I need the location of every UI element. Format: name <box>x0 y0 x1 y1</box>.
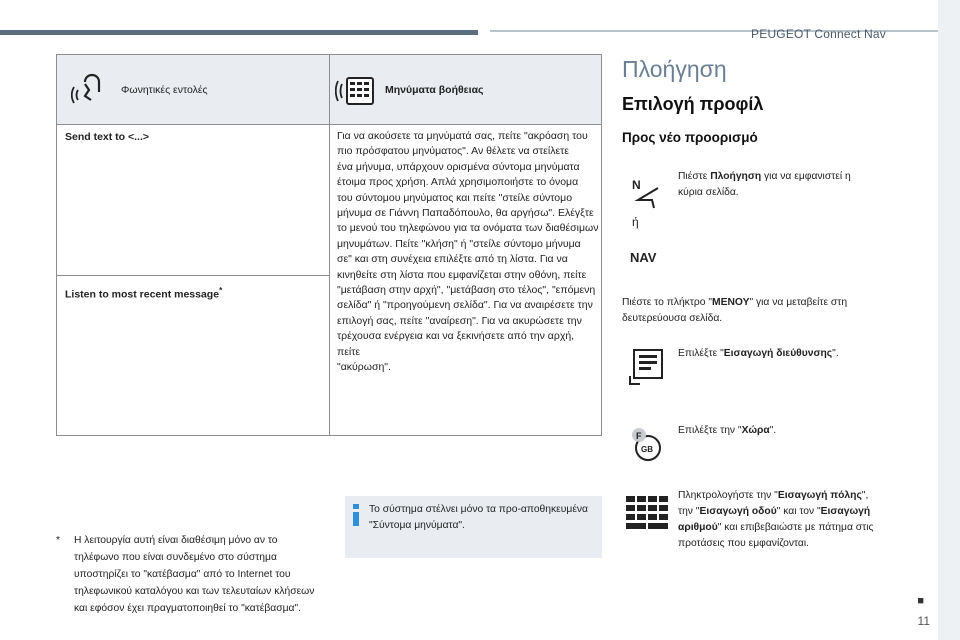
section-title: Πλοήγηση <box>622 56 727 82</box>
nav-button-label: NAV <box>630 250 657 265</box>
help-message-text <box>337 129 599 376</box>
step-line <box>622 295 847 311</box>
step-text: " και επιβεβαιώστε με πάτημα στις <box>717 522 874 533</box>
step-bold: αριθμού <box>678 522 718 533</box>
help-line: επιλογή σας, πείτε "αναίρεση". Για να ακυρώσετε την <box>337 314 582 327</box>
voice-command-icon <box>71 70 111 110</box>
step-press-navigation <box>678 169 851 201</box>
help-line: ένα μήνυμα, υπάρχουν ορισμένα σύντομα μηνύματα <box>337 160 580 173</box>
step-bold: Χώρα <box>741 425 770 436</box>
help-line: σελίδα" ή "προηγούμενη σελίδα". Για να αναιρέσετε την <box>337 299 593 312</box>
step-line <box>678 520 873 536</box>
step-bold: Εισαγωγή οδού <box>699 506 777 517</box>
header-rule-right <box>490 30 960 32</box>
step-text: " και τον " <box>776 506 821 517</box>
footnote-marker: * <box>219 286 223 295</box>
step-bold: Εισαγωγή πόλης <box>777 490 862 501</box>
command-listen-recent <box>65 286 222 301</box>
step-bold: Εισαγωγή διεύθυνσης <box>723 348 833 359</box>
step-text: την " <box>678 506 700 517</box>
step-text: Πιέστε το πλήκτρο " <box>622 297 712 308</box>
section-subtitle: Επιλογή προφίλ <box>622 94 764 114</box>
header-rule-left <box>0 30 478 35</box>
table-column-divider <box>329 55 330 435</box>
step-select-country <box>678 423 776 439</box>
footnote-star: * <box>56 535 61 546</box>
row-divider <box>57 275 329 276</box>
step-line <box>678 504 873 520</box>
help-line: κινηθείτε στη λίστα που εμφανίζεται στην οθόνη, πείτε <box>337 268 587 281</box>
step-bold: Πλοήγηση <box>710 171 762 182</box>
command-send-text: Send text to <...> <box>65 131 150 143</box>
footnote-line: Η λειτουργία αυτή είναι διαθέσιμη μόνο αν το <box>74 535 278 546</box>
help-line: του σύντομου μηνύματος και πείτε "στείλε σύντομο <box>337 191 573 204</box>
step-line <box>678 488 873 504</box>
info-icon <box>351 504 361 526</box>
info-line: Το σύστημα στέλνει μόνο τα προ-αποθηκευμένα <box>369 504 589 515</box>
header-voice-commands: Φωνητικές εντολές <box>121 84 208 96</box>
or-label: ή <box>632 215 639 229</box>
header-cell-voice-commands <box>71 55 208 125</box>
step-text: Επιλέξτε " <box>678 348 724 359</box>
voice-help-screen-icon <box>335 70 375 110</box>
step-text: ". <box>832 348 839 359</box>
footnote-line: τηλέφωνο που είναι συνδεμένο στο σύστημα <box>74 552 277 563</box>
help-line: μήνυμα σε Γιάννη Παπαδόπουλο, θα αργήσω". Ελέγξτε <box>337 207 594 220</box>
page-number: 11 <box>917 614 930 628</box>
step-text: Πιέστε <box>678 171 711 182</box>
step-line: προτάσεις που εμφανίζονται. <box>678 538 809 549</box>
enter-address-icon <box>628 346 664 386</box>
step-text: Επιλέξτε την " <box>678 425 742 436</box>
help-line: "ακύρωση". <box>337 361 391 374</box>
step-line: δευτερεύουσα σελίδα. <box>622 313 723 324</box>
help-line: Για να ακούσετε τα μηνύματά σας, πείτε "ακρόαση του <box>337 130 588 142</box>
step-text: Πληκτρολογήστε την " <box>678 490 778 501</box>
step-text: ". <box>769 425 777 436</box>
footnote <box>56 532 332 617</box>
header-help-messages: Μηνύματα βοήθειας <box>385 84 484 96</box>
footnote-line: υποστηρίζει το "κατέβασμα" από το Internet του <box>74 569 291 580</box>
command-listen-recent-text: Listen to most recent message <box>65 288 220 301</box>
step-line <box>678 169 851 185</box>
step-text: ", <box>861 490 869 501</box>
info-line: "Σύντομα μηνύματα". <box>369 519 465 531</box>
help-line: "μετάβαση στην αρχή", "μετάβαση στο τέλος", "επόμενη <box>337 284 596 297</box>
step-text: για να εμφανιστεί η <box>761 171 851 182</box>
help-line: τρέχουσα ενέργεια και να ξεκινήσετε από την αρχή, πείτε <box>337 330 575 358</box>
info-note-text <box>369 502 595 533</box>
country-select-icon <box>630 426 666 462</box>
step-enter-address <box>678 346 839 362</box>
flag-letter-bottom: GB <box>641 445 653 454</box>
help-line: έτοιμα προς χρήση. Απλά χρησιμοποιήστε το όνομα <box>337 176 579 189</box>
page-edge-strip <box>938 0 960 640</box>
step-line: κύρια σελίδα. <box>678 187 739 198</box>
help-line: σε" και στη συνέχεια επιλέξτε από τη λίστα. Για να <box>337 253 568 266</box>
section-subsubtitle: Προς νέο προορισμό <box>622 130 758 145</box>
footnote-line: και εφόσον έχει πραγματοποιηθεί το "κατέβασμα". <box>74 603 301 614</box>
voice-commands-table <box>56 54 602 436</box>
page-marker: ■ <box>917 595 924 607</box>
step-bold: Εισαγωγή <box>820 506 871 517</box>
info-note-box <box>345 496 602 558</box>
step-type-address <box>678 488 873 552</box>
navigation-north-icon <box>628 178 662 210</box>
manual-title: PEUGEOT Connect Nav <box>751 27 886 41</box>
footnote-line: τηλεφωνικού καταλόγου και των τελευταίων κλήσεων <box>74 586 315 597</box>
step-press-menu <box>622 295 847 327</box>
help-line: μηνυμάτων. Πείτε "κλήση" ή "στείλε σύντομο μήνυμα <box>337 237 581 250</box>
step-bold: ΜΕΝΟΥ <box>712 297 750 308</box>
keyboard-icon <box>626 494 668 530</box>
header-cell-help-messages <box>335 55 483 125</box>
help-line: πιο πρόσφατου μηνύματος". Αν θέλετε να στείλετε <box>337 145 569 158</box>
north-letter: N <box>632 178 641 192</box>
help-line: το μενού του τηλεφώνου για τα ονόματα των διαθέσιμων <box>337 222 599 235</box>
step-text: " για να μεταβείτε στη <box>749 297 848 308</box>
flag-letter-top: F <box>636 431 642 441</box>
